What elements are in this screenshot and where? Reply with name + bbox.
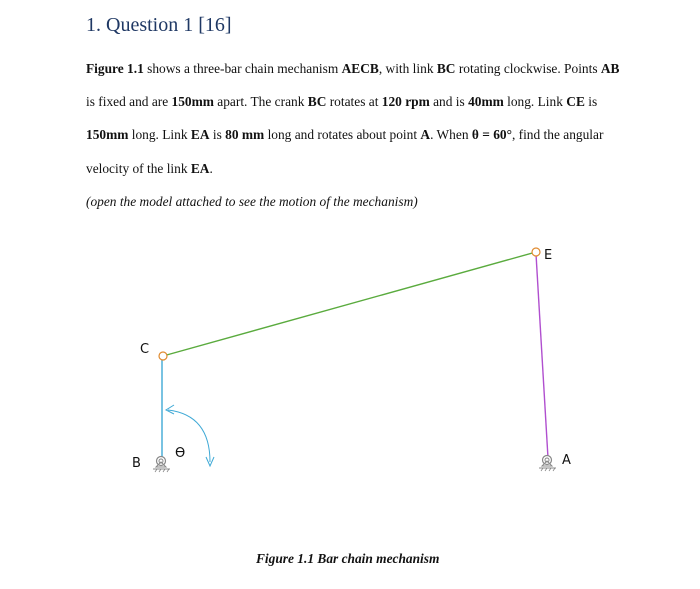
crank-bc: BC <box>307 94 327 110</box>
label-b: B <box>132 456 141 471</box>
text-run: apart. The crank <box>213 94 308 110</box>
joint-e-icon <box>532 248 540 256</box>
text-run: . When <box>430 127 472 143</box>
label-theta: ϴ <box>175 446 186 461</box>
crank-length: 40mm <box>468 94 504 110</box>
mechanism-name: AECB <box>341 61 379 76</box>
text-run: . <box>209 160 213 176</box>
points-ab: AB <box>600 61 620 76</box>
text-run: is <box>209 127 226 143</box>
text-run: , with link <box>378 61 437 76</box>
text-run: rotates at <box>326 94 382 110</box>
link-ea-line <box>536 254 548 458</box>
figure-caption: Figure 1.1 Bar chain mechanism <box>256 551 440 566</box>
text-run: and is <box>429 94 469 110</box>
fixed-support-b-icon <box>153 457 170 473</box>
text-run: long and rotates about point <box>264 127 421 143</box>
text-run: , find the angular velocity of the link <box>86 127 604 176</box>
length-ce: 150mm <box>86 127 129 143</box>
fixed-support-a-icon <box>539 456 556 472</box>
text-run: shows a three-bar chain mechanism <box>143 61 342 76</box>
text-run: is <box>584 94 598 110</box>
length-ea: 80 mm <box>225 127 265 143</box>
label-a: A <box>562 453 571 468</box>
link-ea: EA <box>190 127 210 143</box>
text-run: rotating clockwise. Points <box>455 61 601 76</box>
theta-condition: θ = 60° <box>471 127 512 143</box>
model-note: (open the model attached to see the motion of the mechanism) <box>86 194 418 209</box>
link-ea-ref: EA <box>190 160 210 176</box>
text-run: long. Link <box>128 127 191 143</box>
link-ce-line <box>163 252 536 356</box>
distance-ab: 150mm <box>171 94 214 110</box>
point-a: A <box>420 127 431 143</box>
label-e: E <box>544 248 553 263</box>
link-ce: CE <box>566 94 585 110</box>
text-run: long. Link <box>503 94 567 110</box>
text-run: is fixed and are <box>86 94 172 110</box>
crank-speed: 120 rpm <box>381 94 430 110</box>
figure-ref: Figure 1.1 <box>86 61 144 76</box>
arrow-head-icon <box>166 405 174 414</box>
label-c: C <box>140 342 150 357</box>
joint-c-icon <box>159 352 167 360</box>
link-bc: BC <box>436 61 456 76</box>
question-heading: 1. Question 1 [16] <box>86 14 232 36</box>
